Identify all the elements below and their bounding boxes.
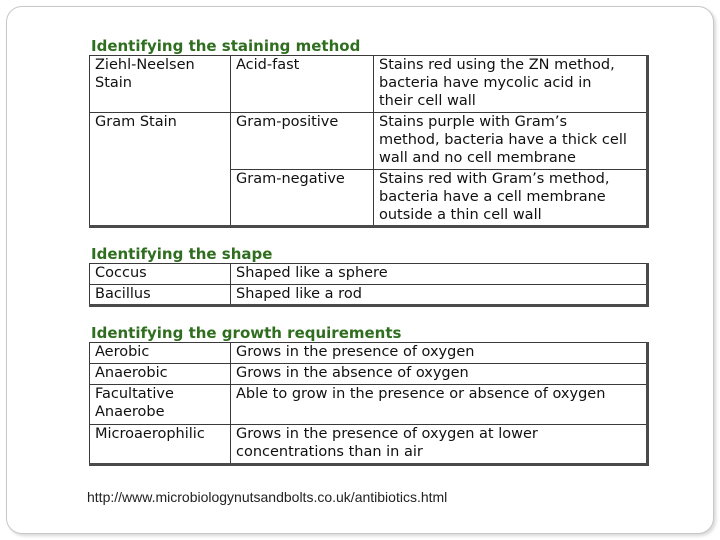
table-row (90, 56, 648, 113)
table-row (90, 425, 648, 465)
growth-type-cell: Anaerobic (90, 364, 231, 385)
shape-description-cell: Shaped like a rod (231, 285, 648, 306)
source-link[interactable]: http://www.microbiologynutsandbolts.co.uk/antibiotics.html (87, 489, 448, 505)
growth-description-cell: Grows in the presence of oxygen at lower concentrations than in air (231, 425, 648, 465)
description-cell: Stains red using the ZN method, bacteria have mycolic acid in their cell wall (374, 56, 648, 113)
table-row (90, 364, 648, 385)
table-row (90, 343, 648, 364)
shape-heading: Identifying the shape (91, 245, 273, 263)
description-cell: Stains red with Gram’s method, bacteria have a cell membrane outside a thin cell wall (374, 170, 648, 227)
result-cell: Acid-fast (231, 56, 374, 113)
table-row (90, 264, 648, 285)
shape-name-cell: Coccus (90, 264, 231, 285)
table-row (90, 113, 648, 170)
method-cell: Gram Stain (90, 113, 231, 227)
growth-type-cell: Facultative Anaerobe (90, 385, 231, 425)
staining-heading: Identifying the staining method (91, 37, 361, 55)
growth-heading: Identifying the growth requirements (91, 324, 402, 342)
method-cell: Ziehl-Neelsen Stain (90, 56, 231, 113)
growth-description-cell: Able to grow in the presence or absence of oxygen (231, 385, 648, 425)
result-cell: Gram-negative (231, 170, 374, 227)
growth-description-cell: Grows in the absence of oxygen (231, 364, 648, 385)
description-cell: Stains purple with Gram’s method, bacteria have a thick cell wall and no cell membrane (374, 113, 648, 170)
growth-description-cell: Grows in the presence of oxygen (231, 343, 648, 364)
result-cell: Gram-positive (231, 113, 374, 170)
shape-description-cell: Shaped like a sphere (231, 264, 648, 285)
shape-name-cell: Bacillus (90, 285, 231, 306)
table-row (90, 285, 648, 306)
growth-type-cell: Aerobic (90, 343, 231, 364)
staining-table (89, 55, 649, 228)
growth-table (89, 342, 649, 466)
growth-type-cell: Microaerophilic (90, 425, 231, 465)
table-row (90, 385, 648, 425)
shape-table (89, 263, 649, 307)
